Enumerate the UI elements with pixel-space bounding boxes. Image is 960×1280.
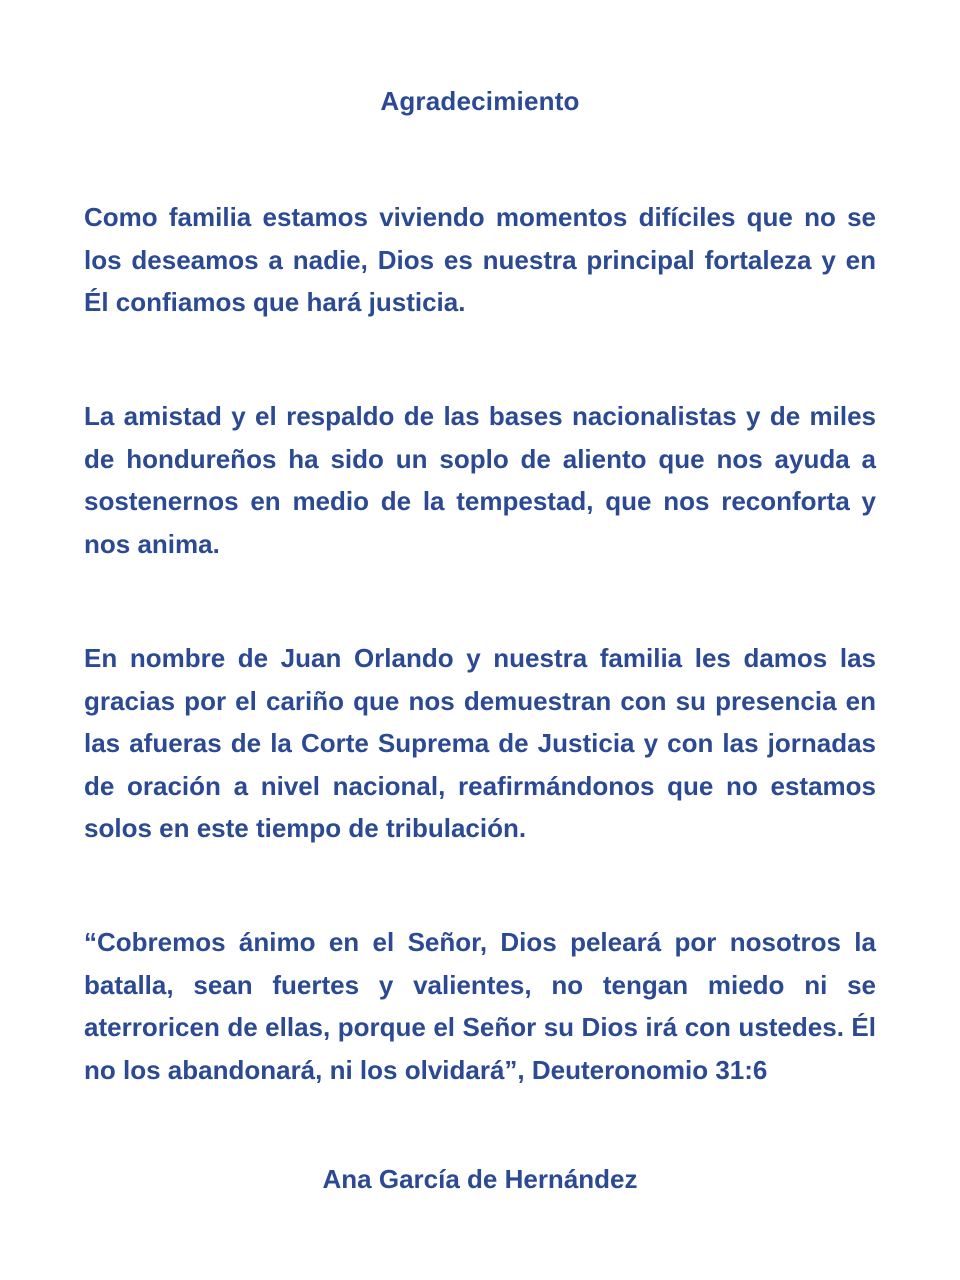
letter-signature: Ana García de Hernández xyxy=(322,1164,638,1194)
letter-title: Agradecimiento xyxy=(380,86,580,116)
paragraph-friendship-support: La amistad y el respaldo de las bases nacionalistas y de miles de hondureños ha sido un soplo de aliento que nos ayuda a sostenernos en medio de la tempestad, que nos reconforta y nos anima. xyxy=(84,401,876,559)
paragraph-bible-quote: “Cobremos ánimo en el Señor, Dios peleará por nosotros la batalla, sean fuertes y valientes, no tengan miedo ni se aterroricen de ellas, porque el Señor su Dios irá con ustedes. Él no los abandonará, ni los olvidará”, Deuteronomio 31:6 xyxy=(84,927,876,1085)
paragraph-family-difficult-moments: Como familia estamos viviendo momentos difíciles que no se los deseamos a nadie, Dios es nuestra principal fortaleza y en Él confiamos que hará justicia. xyxy=(84,202,876,317)
paragraph-thanks: En nombre de Juan Orlando y nuestra familia les damos las gracias por el cariño que nos demuestran con su presencia en las afueras de la Corte Suprema de Justicia y con las jornadas de oración a nivel nacional, reafirmándonos que no estamos solos en este tiempo de tribulación. xyxy=(84,643,876,843)
